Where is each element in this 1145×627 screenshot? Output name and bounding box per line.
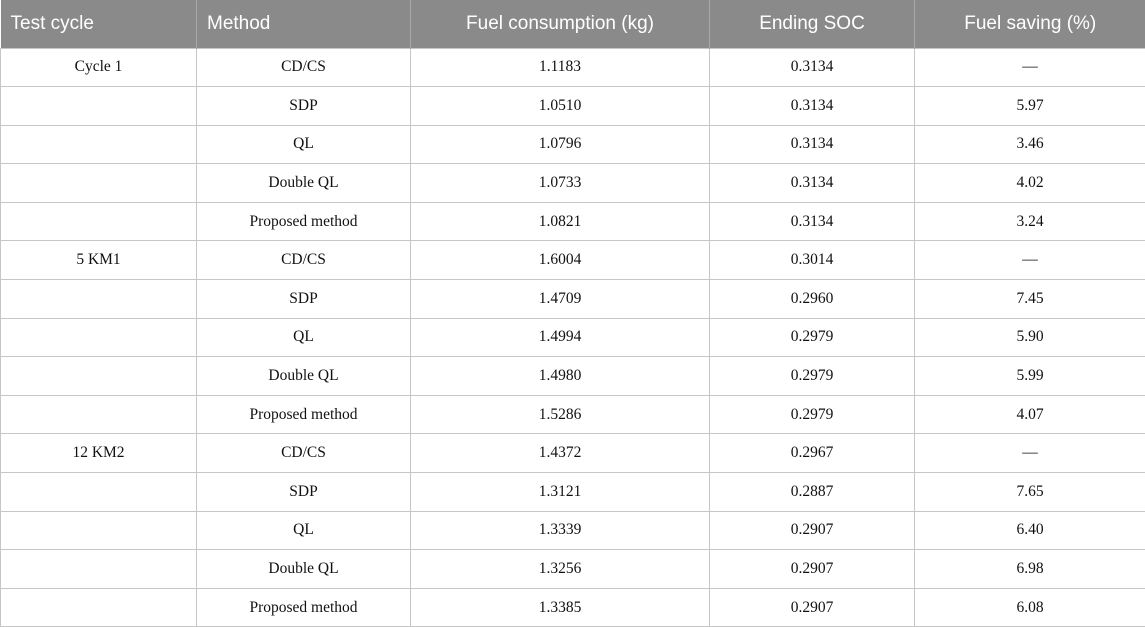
header-fuel-saving: Fuel saving (%) bbox=[915, 0, 1145, 48]
cell-method: CD/CS bbox=[197, 434, 411, 473]
table-row bbox=[1, 550, 1145, 589]
cell-ending-soc: 0.2907 bbox=[710, 588, 915, 627]
cell-test-cycle bbox=[1, 202, 197, 241]
header-row bbox=[1, 0, 1145, 48]
cell-fuel-saving: 5.99 bbox=[915, 357, 1145, 396]
table-row bbox=[1, 164, 1145, 203]
cell-test-cycle bbox=[1, 125, 197, 164]
cell-test-cycle bbox=[1, 164, 197, 203]
cell-method: CD/CS bbox=[197, 48, 411, 87]
cell-fuel-saving: 7.65 bbox=[915, 473, 1145, 512]
cell-fuel-consumption: 1.4980 bbox=[411, 357, 710, 396]
cell-fuel-saving: 6.40 bbox=[915, 511, 1145, 550]
cell-fuel-consumption: 1.5286 bbox=[411, 395, 710, 434]
cell-method: QL bbox=[197, 511, 411, 550]
cell-test-cycle bbox=[1, 318, 197, 357]
cell-fuel-saving: — bbox=[915, 434, 1145, 473]
cell-fuel-saving: 3.46 bbox=[915, 125, 1145, 164]
cell-ending-soc: 0.3134 bbox=[710, 125, 915, 164]
table-row bbox=[1, 48, 1145, 87]
cell-method: Double QL bbox=[197, 550, 411, 589]
header-test-cycle: Test cycle bbox=[1, 0, 197, 48]
header-fuel-consumption: Fuel consumption (kg) bbox=[411, 0, 710, 48]
cell-test-cycle bbox=[1, 550, 197, 589]
cell-ending-soc: 0.2979 bbox=[710, 357, 915, 396]
cell-fuel-saving: — bbox=[915, 241, 1145, 280]
header-method: Method bbox=[197, 0, 411, 48]
cell-test-cycle bbox=[1, 473, 197, 512]
cell-fuel-saving: 6.98 bbox=[915, 550, 1145, 589]
cell-ending-soc: 0.2907 bbox=[710, 550, 915, 589]
table-row bbox=[1, 202, 1145, 241]
cell-fuel-consumption: 1.1183 bbox=[411, 48, 710, 87]
cell-test-cycle bbox=[1, 395, 197, 434]
cell-fuel-saving: 4.07 bbox=[915, 395, 1145, 434]
cell-ending-soc: 0.3134 bbox=[710, 202, 915, 241]
cell-ending-soc: 0.2960 bbox=[710, 280, 915, 319]
table-row bbox=[1, 588, 1145, 627]
cell-fuel-consumption: 1.3339 bbox=[411, 511, 710, 550]
cell-fuel-saving: 6.08 bbox=[915, 588, 1145, 627]
cell-ending-soc: 0.2979 bbox=[710, 318, 915, 357]
cell-ending-soc: 0.2979 bbox=[710, 395, 915, 434]
cell-fuel-consumption: 1.3256 bbox=[411, 550, 710, 589]
table-row bbox=[1, 434, 1145, 473]
cell-ending-soc: 0.3134 bbox=[710, 164, 915, 203]
table-row bbox=[1, 395, 1145, 434]
cell-ending-soc: 0.2967 bbox=[710, 434, 915, 473]
cell-test-cycle bbox=[1, 280, 197, 319]
cell-fuel-consumption: 1.0821 bbox=[411, 202, 710, 241]
cell-fuel-consumption: 1.4709 bbox=[411, 280, 710, 319]
cell-fuel-saving: 5.97 bbox=[915, 87, 1145, 126]
cell-ending-soc: 0.2887 bbox=[710, 473, 915, 512]
cell-fuel-consumption: 1.4994 bbox=[411, 318, 710, 357]
cell-method: SDP bbox=[197, 473, 411, 512]
cell-fuel-consumption: 1.3121 bbox=[411, 473, 710, 512]
cell-fuel-saving: 7.45 bbox=[915, 280, 1145, 319]
cell-fuel-consumption: 1.4372 bbox=[411, 434, 710, 473]
cell-test-cycle bbox=[1, 588, 197, 627]
cell-method: QL bbox=[197, 125, 411, 164]
cell-method: Proposed method bbox=[197, 588, 411, 627]
table-row bbox=[1, 280, 1145, 319]
cell-fuel-saving: — bbox=[915, 48, 1145, 87]
cell-fuel-saving: 3.24 bbox=[915, 202, 1145, 241]
cell-method: QL bbox=[197, 318, 411, 357]
cell-fuel-consumption: 1.3385 bbox=[411, 588, 710, 627]
table-row bbox=[1, 357, 1145, 396]
cell-method: Double QL bbox=[197, 357, 411, 396]
table-header bbox=[1, 0, 1145, 48]
cell-test-cycle bbox=[1, 511, 197, 550]
cell-fuel-consumption: 1.0733 bbox=[411, 164, 710, 203]
cell-method: CD/CS bbox=[197, 241, 411, 280]
cell-ending-soc: 0.3134 bbox=[710, 48, 915, 87]
cell-fuel-saving: 5.90 bbox=[915, 318, 1145, 357]
cell-ending-soc: 0.3134 bbox=[710, 87, 915, 126]
cell-test-cycle: 12 KM2 bbox=[1, 434, 197, 473]
table-row bbox=[1, 318, 1145, 357]
table-body bbox=[1, 48, 1145, 627]
cell-fuel-consumption: 1.6004 bbox=[411, 241, 710, 280]
cell-method: SDP bbox=[197, 87, 411, 126]
cell-fuel-saving: 4.02 bbox=[915, 164, 1145, 203]
cell-test-cycle bbox=[1, 357, 197, 396]
cell-test-cycle bbox=[1, 87, 197, 126]
cell-method: SDP bbox=[197, 280, 411, 319]
cell-ending-soc: 0.3014 bbox=[710, 241, 915, 280]
cell-test-cycle: 5 KM1 bbox=[1, 241, 197, 280]
cell-ending-soc: 0.2907 bbox=[710, 511, 915, 550]
cell-fuel-consumption: 1.0510 bbox=[411, 87, 710, 126]
header-ending-soc: Ending SOC bbox=[710, 0, 915, 48]
table-row bbox=[1, 511, 1145, 550]
cell-method: Proposed method bbox=[197, 202, 411, 241]
table-row bbox=[1, 473, 1145, 512]
table-row bbox=[1, 125, 1145, 164]
cell-test-cycle: Cycle 1 bbox=[1, 48, 197, 87]
cell-method: Double QL bbox=[197, 164, 411, 203]
table-row bbox=[1, 241, 1145, 280]
cell-method: Proposed method bbox=[197, 395, 411, 434]
cell-fuel-consumption: 1.0796 bbox=[411, 125, 710, 164]
table-row bbox=[1, 87, 1145, 126]
